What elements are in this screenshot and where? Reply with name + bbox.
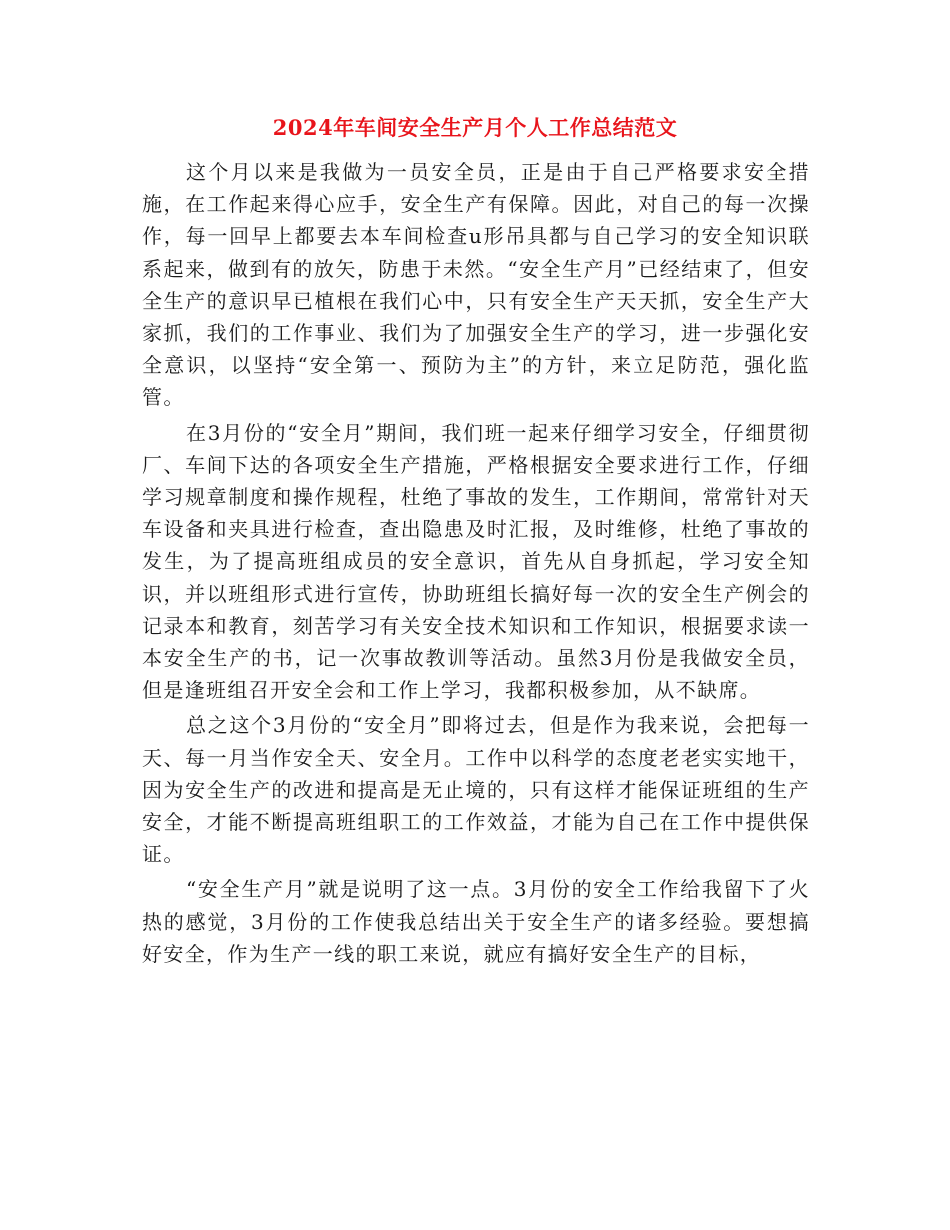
- paragraph-3: 总之这个3月份的“安全月”即将过去，但是作为我来说，会把每一天、每一月当作安全天、安全月。工作中以科学的态度老老实实地干，因为安全生产的改进和提高是无止境的，只有这样才能保证班组的生产安全，才能不断提高班组职工的工作效益，才能为自己在工作中提供保证。: [142, 713, 810, 867]
- paragraph-1: 这个月以来是我做为一员安全员，正是由于自己严格要求安全措施，在工作起来得心应手，安全生产有保障。因此，对自己的每一次操作，每一回早上都要去本车间检查u形吊具都与自己学习的安全知识联系起来，做到有的放矢，防患于未然。“安全生产月”已经结束了，但安全生产的意识早已植根在我们心中，只有安全生产天天抓，安全生产大家抓，我们的工作事业、我们为了加强安全生产的学习，进一步强化安全意识，以坚持“安全第一、预防为主”的方针，来立足防范，强化监管。: [142, 160, 810, 410]
- paragraph-4: “安全生产月”就是说明了这一点。3月份的安全工作给我留下了火热的感觉，3月份的工作使我总结出关于安全生产的诸多经验。要想搞好安全，作为生产一线的职工来说，就应有搞好安全生产的目标，: [142, 877, 810, 966]
- paragraph-2: 在3月份的“安全月”期间，我们班一起来仔细学习安全，仔细贯彻厂、车间下达的各项安全生产措施，严格根据安全要求进行工作，仔细学习规章制度和操作规程，杜绝了事故的发生，工作期间，常常针对天车设备和夹具进行检查，查出隐患及时汇报，及时维修，杜绝了事故的发生，为了提高班组成员的安全意识，首先从自身抓起，学习安全知识，并以班组形式进行宣传，协助班组长搞好每一次的安全生产例会的记录本和教育，刻苦学习有关安全技术知识和工作知识，根据要求读一本安全生产的书，记一次事故教训等活动。虽然3月份是我做安全员，但是逢班组召开安全会和工作上学习，我都积极参加，从不缺席。: [142, 420, 810, 703]
- document-title: 2024年车间安全生产月个人工作总结范文: [272, 115, 678, 140]
- document-body: [142, 156, 810, 973]
